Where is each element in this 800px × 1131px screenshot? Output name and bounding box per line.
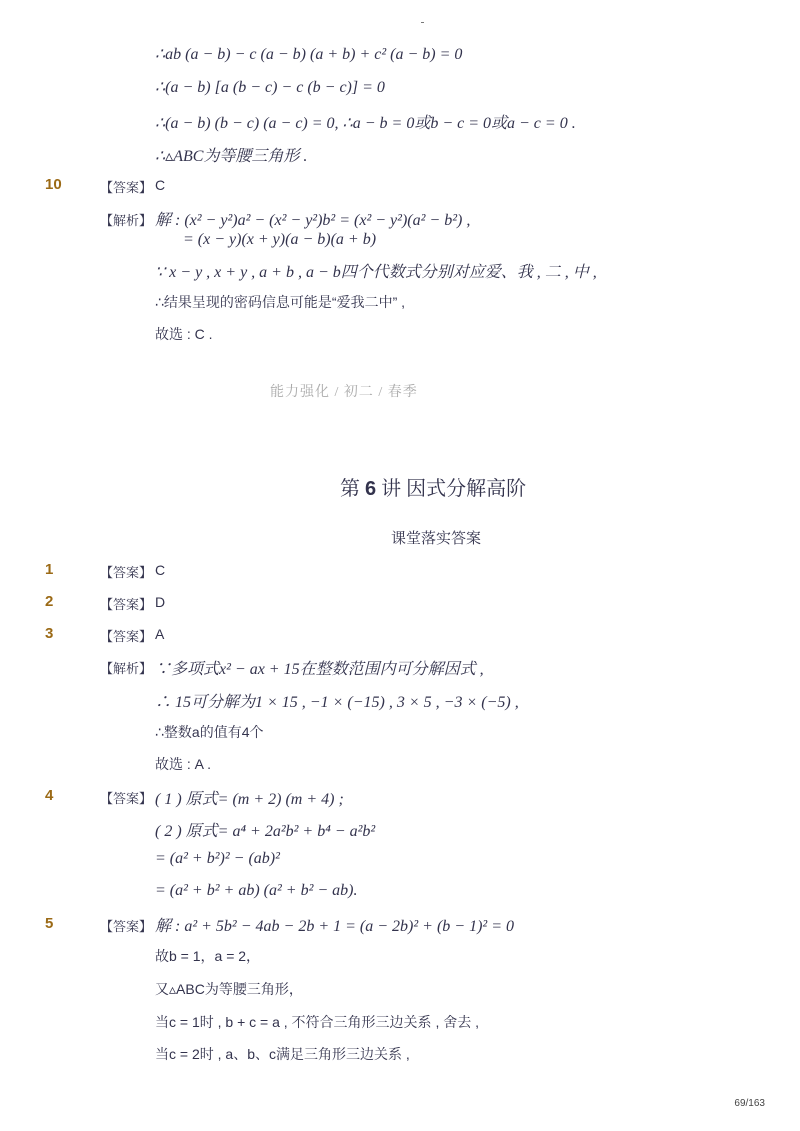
continuation-line-2: ∴(a − b) [a (b − c) − c (b − c)] = 0 xyxy=(155,79,385,96)
q4-line-3: = (a² + b²)² − (ab)² xyxy=(155,850,280,867)
q4-line-1: ( 1 ) 原式= (m + 2) (m + 4) ; xyxy=(155,791,344,808)
question-number-1: 1 xyxy=(45,561,54,578)
section-subtitle: 课堂落实答案 xyxy=(391,531,482,547)
q5-line-5: 当c = 2时 , a、b、c满足三角形三边关系 , xyxy=(155,1046,410,1062)
answer-tag: 【答案】 xyxy=(100,791,153,806)
q5-line-2: 故b = 1，a = 2， xyxy=(155,948,261,964)
q3-answer: A xyxy=(155,626,165,642)
question-number-5: 5 xyxy=(45,915,54,932)
top-mark xyxy=(421,22,424,23)
q10-answer: C xyxy=(155,177,166,193)
lecture-title xyxy=(340,472,526,501)
continuation-line-1: ∴ab (a − b) − c (a − b) (a + b) + c² (a − b) = 0 xyxy=(155,46,463,63)
answer-tag: 【答案】 xyxy=(100,180,153,195)
question-number-3: 3 xyxy=(45,625,54,642)
q3-analysis-line-3: ∴整数a的值有4个 xyxy=(155,724,264,740)
analysis-tag: 【解析】 xyxy=(100,213,153,228)
q10-analysis-line-4: ∴结果呈现的密码信息可能是“爱我二中” , xyxy=(155,294,406,310)
q4-line-2: ( 2 ) 原式= a⁴ + 2a²b² + b⁴ − a²b² xyxy=(155,823,376,840)
q3-analysis-line-2: ∴ 15可分解为1 × 15 , −1 × (−15) , 3 × 5 , −3 × (−5) , xyxy=(155,694,519,711)
answer-tag: 【答案】 xyxy=(100,597,153,612)
q10-analysis-line-3: ∵ x − y , x + y , a + b , a − b四个代数式分别对应爱、我 , 二 , 中 , xyxy=(155,264,597,281)
question-number-4: 4 xyxy=(45,787,54,804)
answer-tag: 【答案】 xyxy=(100,565,153,580)
lecture-title-prefix: 第 xyxy=(340,478,360,500)
lecture-number: 6 xyxy=(365,478,377,500)
q5-line-1: 解 : a² + 5b² − 4ab − 2b + 1 = (a − 2b)² + (b − 1)² = 0 xyxy=(155,918,515,935)
question-number-10: 10 xyxy=(45,176,62,193)
q3-analysis-line-1: ∵多项式x² − ax + 15在整数范围内可分解因式 , xyxy=(155,661,484,678)
q10-analysis-line-2: = (x − y)(x + y)(a − b)(a + b) xyxy=(183,231,377,248)
section-footer: 能力强化 / 初二 / 春季 xyxy=(270,385,418,400)
q10-analysis-line-5: 故选 : C . xyxy=(155,326,213,342)
lecture-title-text: 讲 因式分解高阶 xyxy=(381,478,527,500)
continuation-line-3: ∴(a − b) (b − c) (a − c) = 0, ∴a − b = 0或b − c = 0或a − c = 0 . xyxy=(155,115,576,132)
answer-tag: 【答案】 xyxy=(100,919,153,934)
q4-line-4: = (a² + b² + ab) (a² + b² − ab). xyxy=(155,882,358,899)
question-number-2: 2 xyxy=(45,593,54,610)
q1-answer: C xyxy=(155,562,166,578)
analysis-tag: 【解析】 xyxy=(100,661,153,676)
q3-analysis-line-4: 故选 : A . xyxy=(155,756,212,772)
continuation-line-4: ∴▵ABC为等腰三角形 . xyxy=(155,148,308,165)
page-number: 69/163 xyxy=(734,1098,765,1109)
q2-answer: D xyxy=(155,594,166,610)
q10-analysis-line-1: 解 : (x² − y²)a² − (x² − y²)b² = (x² − y²)(a² − b²) , xyxy=(155,212,471,229)
answer-tag: 【答案】 xyxy=(100,629,153,644)
q5-line-3: 又▵ABC为等腰三角形， xyxy=(155,981,303,997)
q5-line-4: 当c = 1时 , b + c = a , 不符合三角形三边关系 , 舍去 , xyxy=(155,1014,480,1030)
